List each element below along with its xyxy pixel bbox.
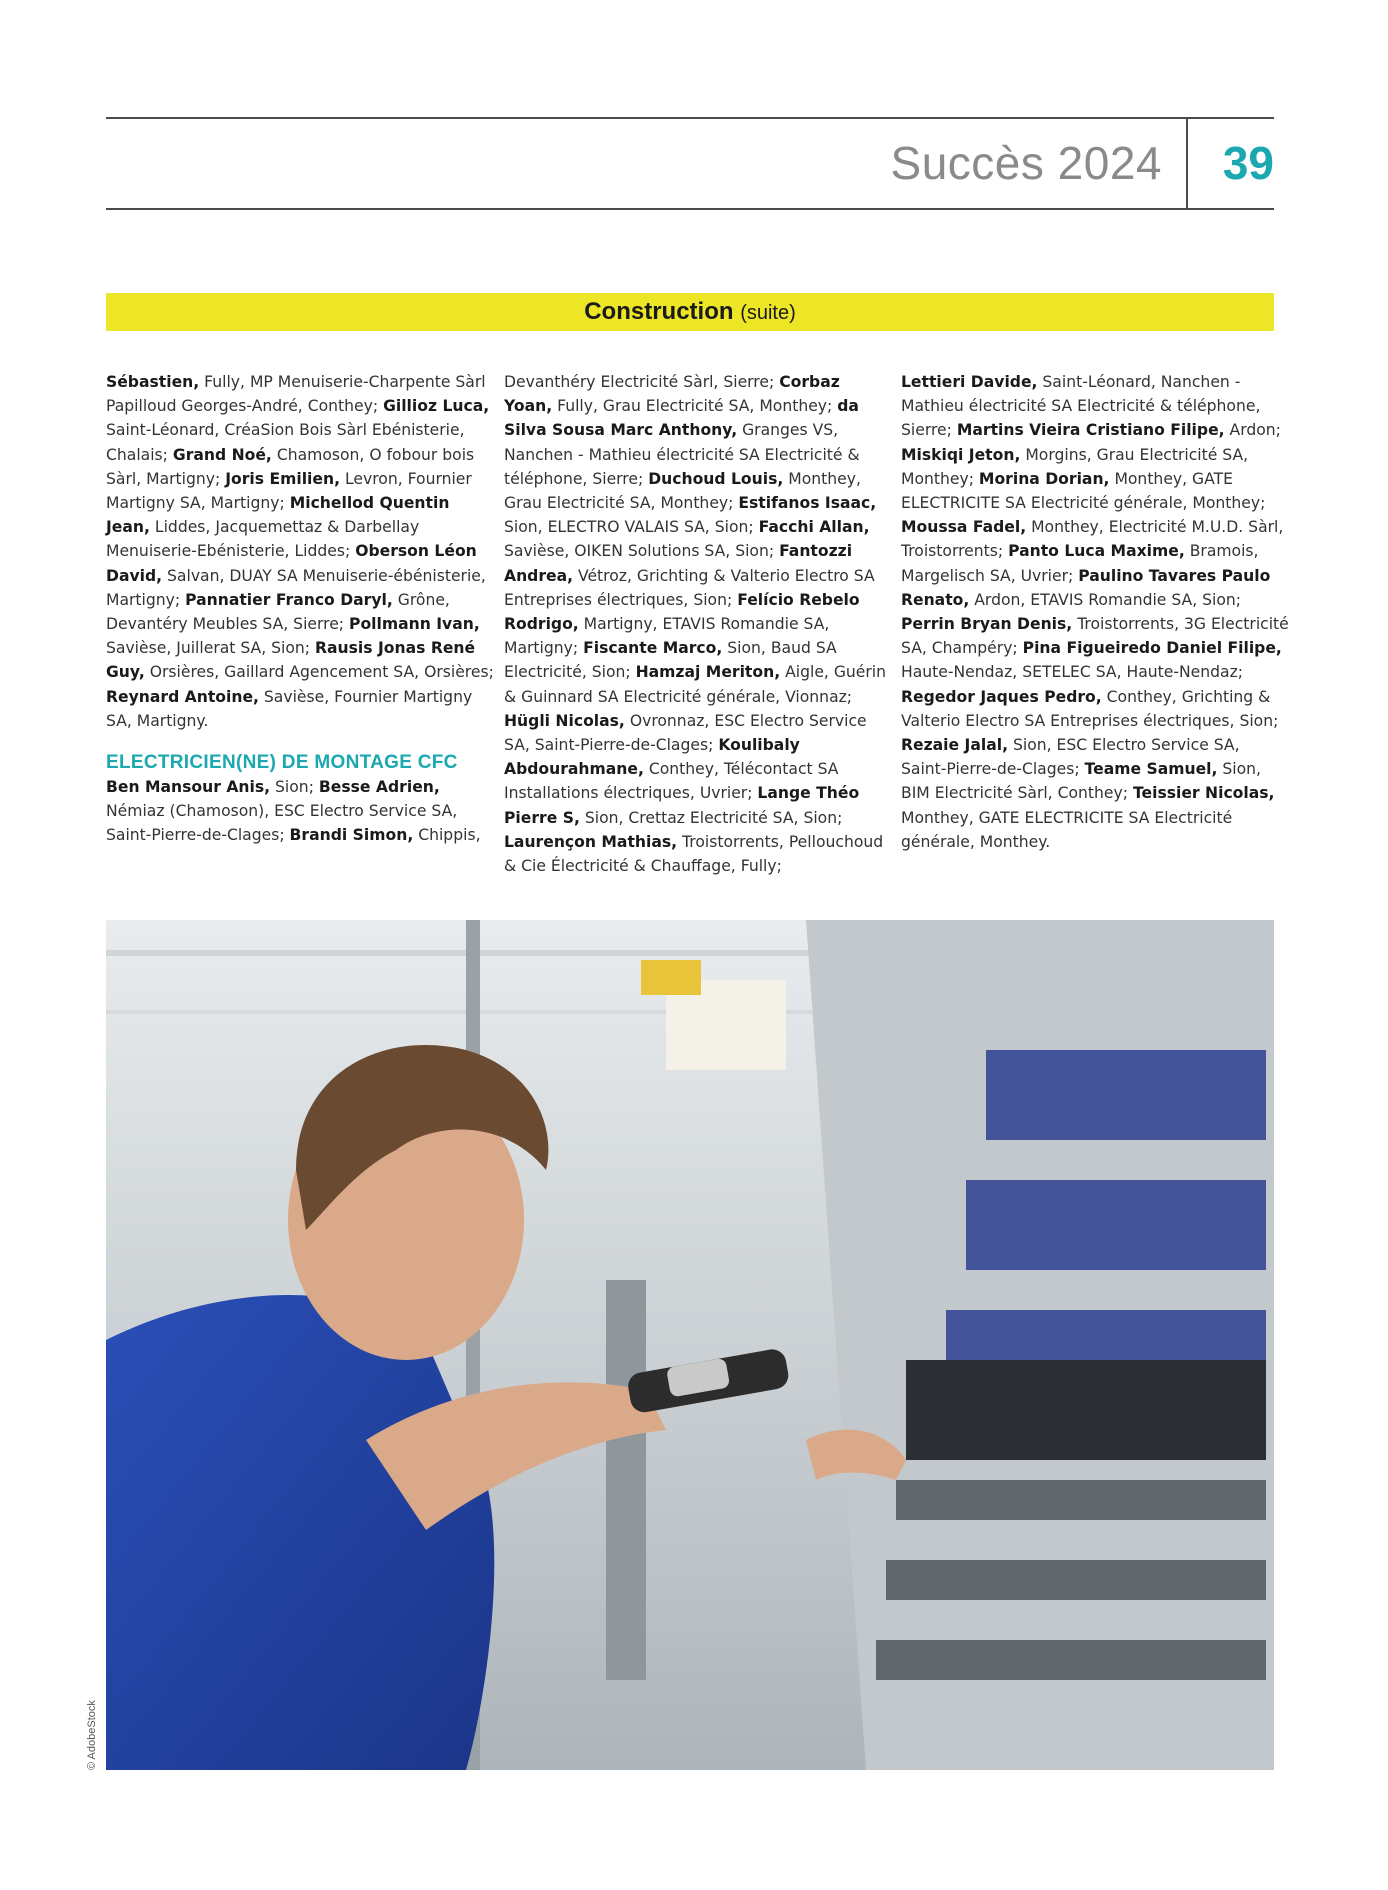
entry-text: Monthey, Electricité M.U.D. Sàrl, Troistorrents; <box>901 518 1284 561</box>
section-title: ELECTRICIEN(NE) DE MONTAGE CFC <box>106 752 458 774</box>
page-header <box>106 117 1274 210</box>
entry-text: Ovronnaz, ESC Electro Service SA, Saint-Pierre-de-Clages; <box>504 711 867 755</box>
person-name: Facchi Allan, <box>758 518 870 537</box>
person-name: Estifanos Isaac, <box>738 494 877 513</box>
header-divider <box>1186 119 1188 208</box>
entry-text: Granges VS, Nanchen - Mathieu électricité SA Electricité & téléphone, Sierre; <box>504 421 860 488</box>
banner-title: Construction <box>584 298 734 325</box>
entry-text: Devanthéry Electricité Sàrl, Sierre; <box>504 373 780 391</box>
entry-text: Ardon, ETAVIS Romandie SA, Sion; <box>969 590 1242 609</box>
entry-text: Saint-Léonard, CréaSion Bois Sàrl Ebénisterie, Chalais; <box>106 421 465 464</box>
entry-text: Sion, BIM Electricité Sàrl, Conthey; <box>901 760 1261 803</box>
entry-text: Aigle, Guérin & Guinnard SA Electricité générale, Vionnaz; <box>504 663 887 706</box>
person-name: Reynard Antoine, <box>106 687 259 706</box>
entry-text: Conthey, Télécontact SA Installations électriques, Uvrier; <box>504 760 839 803</box>
person-name: Morina Dorian, <box>978 469 1110 488</box>
electrician-photo <box>106 920 1274 1770</box>
section-banner <box>106 293 1274 331</box>
entry-text: Savièse, Fournier Martigny SA, Martigny. <box>106 687 473 730</box>
entry-text: Chamoson, O fobour bois Sàrl, Martigny; <box>106 445 475 488</box>
person-name: Fiscante Marco, <box>583 639 723 658</box>
person-name: Pollmann Ivan, <box>349 615 480 634</box>
person-name: Lettieri Davide, <box>901 373 1038 391</box>
person-name: Regedor Jaques Pedro, <box>901 687 1102 706</box>
person-name: Paulino Tavares Paulo Renato, <box>901 566 1271 609</box>
entry-text: Saint-Léonard, Nanchen - Mathieu électricité SA Electricité & téléphone, Sierre; <box>901 373 1261 440</box>
person-name: Miskiqi Jeton, <box>901 445 1021 464</box>
header-title: Succès 2024 <box>890 137 1162 189</box>
person-name: Teame Samuel, <box>1084 760 1218 779</box>
person-name: Fantozzi Andrea, <box>504 542 853 585</box>
person-name: Moussa Fadel, <box>901 518 1027 537</box>
person-name: Gillioz Luca, <box>383 397 490 416</box>
entry-text: Ardon; <box>1224 421 1281 440</box>
text-column-2 <box>504 370 892 878</box>
entry-text: Monthey, Grau Electricité SA, Monthey; <box>504 469 861 513</box>
entry-text: Vétroz, Grichting & Valterio Electro SA Entreprises électriques, Sion; <box>504 566 875 609</box>
column-paragraph <box>901 370 1289 854</box>
person-name: Hügli Nicolas, <box>504 711 625 730</box>
person-name: Grand Noé, <box>172 445 272 464</box>
entry-text: Troistorrents, 3G Electricité SA, Champéry; <box>901 615 1289 658</box>
entry-text: Bramois, Margelisch SA, Uvrier; <box>901 542 1259 585</box>
person-name: Lange Théo Pierre S, <box>504 784 860 827</box>
person-name: Brandi Simon, <box>289 826 414 845</box>
entry-text: Haute-Nendaz, SETELEC SA, Haute-Nendaz; <box>901 663 1244 682</box>
entry-text: Morgins, Grau Electricité SA, Monthey; <box>901 445 1249 488</box>
person-name: Martins Vieira Cristiano Filipe, <box>956 421 1225 440</box>
person-name: Teissier Nicolas, <box>1132 784 1275 803</box>
person-name: Besse Adrien, <box>318 778 440 797</box>
entry-text: Sion, ESC Electro Service SA, Saint-Pierre-de-Clages; <box>901 736 1240 779</box>
text-column-1 <box>106 370 494 848</box>
page-number: 39 <box>1222 137 1274 189</box>
column-paragraph <box>504 370 892 878</box>
person-name: Hamzaj Meriton, <box>635 663 781 682</box>
person-name: Oberson Léon David, <box>106 542 477 585</box>
entry-text: Levron, Fournier Martigny SA, Martigny; <box>106 469 472 513</box>
entry-text: Némiaz (Chamoson), ESC Electro Service SA, Saint-Pierre-de-Clages; <box>106 802 458 845</box>
person-name: Duchoud Louis, <box>648 469 784 488</box>
entry-text: Salvan, DUAY SA Menuiserie-ébénisterie, Martigny; <box>106 566 486 609</box>
person-name: Ben Mansour Anis, <box>106 778 271 797</box>
entry-text: Grône, Devantéry Meubles SA, Sierre; <box>106 590 450 634</box>
person-name: Laurençon Mathias, <box>504 832 678 851</box>
person-name: Panto Luca Maxime, <box>1008 542 1185 561</box>
entry-text: Monthey, GATE ELECTRICITE SA Electricité générale, Monthey. <box>901 808 1233 851</box>
banner-subtitle: (suite) <box>740 302 796 324</box>
person-name: Perrin Bryan Denis, <box>901 615 1073 634</box>
entry-text: Troistorrents, Pellouchoud & Cie Électricité & Chauffage, Fully; <box>504 832 884 876</box>
entry-text: Chippis, <box>413 826 481 845</box>
person-name: Felício Rebelo Rodrigo, <box>504 590 860 634</box>
entry-text: Conthey, Grichting & Valterio Electro SA Entreprises électriques, Sion; <box>901 687 1279 730</box>
person-name: Corbaz Yoan, <box>504 373 840 416</box>
entry-text: Martigny, ETAVIS Romandie SA, Martigny; <box>504 615 830 658</box>
column-paragraph <box>106 370 494 733</box>
column-paragraph <box>106 775 494 848</box>
person-name: Sébastien, <box>106 373 200 391</box>
person-name: Pina Figueiredo Daniel Filipe, <box>1022 639 1282 658</box>
entry-text: Fully, Grau Electricité SA, Monthey; <box>552 397 838 416</box>
entry-text: Savièse, OIKEN Solutions SA, Sion; <box>504 542 780 561</box>
entry-text: Liddes, Jacquemettaz & Darbellay Menuiserie-Ebénisterie, Liddes; <box>106 518 420 561</box>
photo-credit: © AdobeStock <box>86 1700 98 1770</box>
entry-text: Sion; <box>270 778 319 797</box>
person-name: Pannatier Franco Daryl, <box>185 590 393 609</box>
text-column-3 <box>901 370 1289 854</box>
entry-text: Savièse, Juillerat SA, Sion; <box>106 639 315 658</box>
entry-text: Sion, Baud SA Electricité, Sion; <box>504 639 837 682</box>
entry-text: Fully, MP Menuiserie-Charpente Sàrl Papilloud Georges-André, Conthey; <box>106 373 486 416</box>
person-name: Rezaie Jalal, <box>901 736 1008 755</box>
entry-text: Sion, Crettaz Electricité SA, Sion; <box>579 808 843 827</box>
person-name: da Silva Sousa Marc Anthony, <box>504 397 859 440</box>
entry-text: Sion, ELECTRO VALAIS SA, Sion; <box>504 518 759 537</box>
entry-text: Monthey, GATE ELECTRICITE SA Electricité générale, Monthey; <box>901 469 1266 513</box>
photo-illustration <box>106 920 1274 1770</box>
entry-text: Orsières, Gaillard Agencement SA, Orsières; <box>144 663 494 682</box>
person-name: Michellod Quentin Jean, <box>106 494 450 537</box>
person-name: Joris Emilien, <box>225 469 341 488</box>
person-name: Rausis Jonas René Guy, <box>106 639 476 682</box>
person-name: Koulibaly Abdourahmane, <box>504 736 800 779</box>
